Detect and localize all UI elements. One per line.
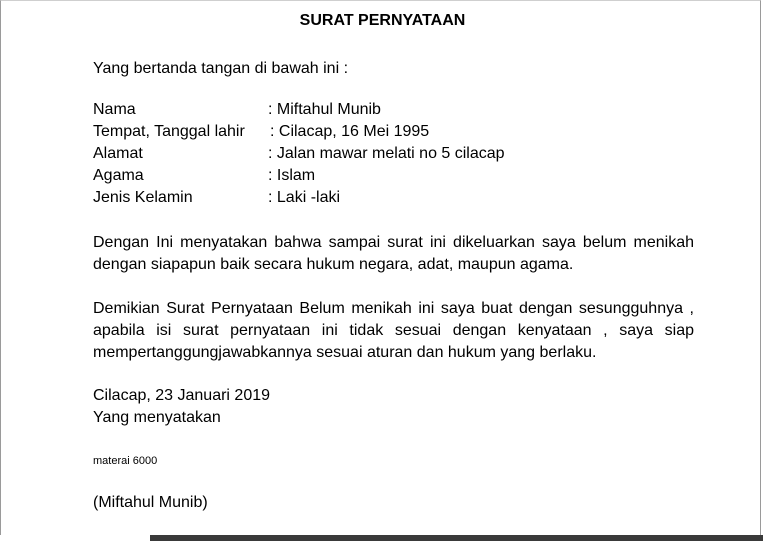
closing-line-1: Demikian Surat Pernyataan Belum menikah ini saya buat dengan sesungguhnya , bbox=[93, 300, 694, 317]
document-title: SURAT PERNYATAAN bbox=[299, 12, 466, 29]
field-value-jenis-kelamin: : Laki -laki bbox=[268, 189, 341, 206]
intro-line: Yang bertanda tangan di bawah ini : bbox=[93, 60, 349, 77]
field-label-alamat: Alamat bbox=[93, 145, 143, 162]
closing-line-2: apabila isi surat pernyataan ini tidak sesuai dengan kenyataan , saya siap bbox=[93, 322, 694, 339]
statement-line-2: dengan siapapun baik secara hukum negara, adat, maupun agama. bbox=[93, 256, 574, 273]
field-label-agama: Agama bbox=[93, 167, 144, 184]
signatory-label: Yang menyatakan bbox=[93, 409, 221, 426]
field-label-nama: Nama bbox=[93, 101, 136, 118]
stamp-note: materai 6000 bbox=[93, 455, 158, 467]
statement-line-1: Dengan Ini menyatakan bahwa sampai surat ini dikeluarkan saya belum menikah bbox=[93, 234, 694, 251]
signature-name: (Miftahul Munib) bbox=[93, 494, 208, 511]
field-value-tempat-tanggal-lahir: : Cilacap, 16 Mei 1995 bbox=[270, 123, 430, 140]
field-label-tempat-tanggal-lahir: Tempat, Tanggal lahir bbox=[93, 123, 245, 140]
closing-paragraph bbox=[93, 298, 694, 364]
field-value-alamat: : Jalan mawar melati no 5 cilacap bbox=[268, 145, 505, 162]
field-value-agama: : Islam bbox=[268, 167, 316, 184]
field-value-nama: : Miftahul Munib bbox=[268, 101, 381, 118]
closing-line-3: mempertanggungjawabkannya sesuai aturan dan hukum yang berlaku. bbox=[93, 344, 597, 361]
place-date: Cilacap, 23 Januari 2019 bbox=[93, 387, 271, 404]
field-label-jenis-kelamin: Jenis Kelamin bbox=[93, 189, 193, 206]
bottom-scroll-edge bbox=[150, 535, 763, 541]
statement-paragraph bbox=[93, 232, 694, 276]
